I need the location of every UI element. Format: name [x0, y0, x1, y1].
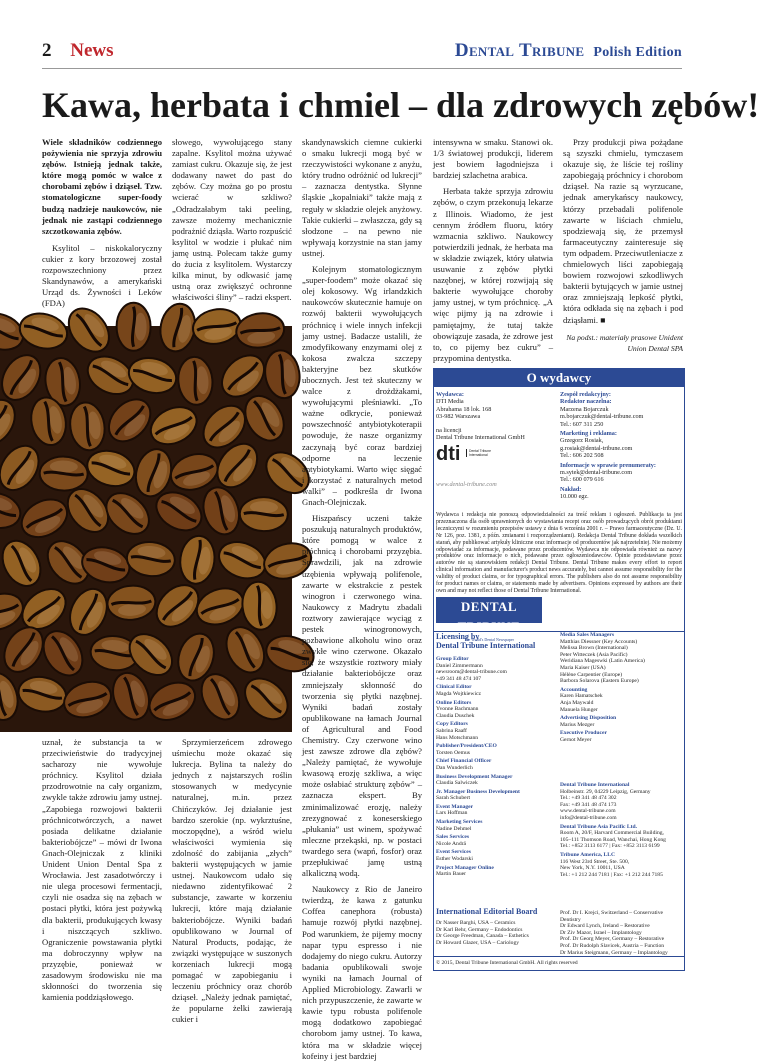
staff-entry — [436, 684, 554, 697]
column-2-bottom — [172, 737, 292, 1025]
staff-names: Claudia Salwiczek — [436, 780, 478, 787]
paragraph: Przy produkcji piwa pożądane są szyszki chmielu, tymczasem okazuje się, że liście tej rośliny zapobiegają próchnicy i chorobom dziąseł. Na razie są wyrzucane, jednak amerykańscy naukowcy, którzy przebadali polifenole zawarte w liściach chmielu, spodziewają się, że przemysł farmaceutyczny zainteresuje się tym odpadem. Przeciwutleniacze z chmielowych liści zapobiegają bowiem rozwojowi szkodliwych bakterii bytujących w jamie ustnej oraz zmniejszają lepkość płytki, która odkłada się na zębach i pod dziąsłami. ■ — [563, 137, 683, 325]
dti-logo-text: dti — [436, 443, 461, 465]
staff-names: Karen Hamatschek Anja Maywald Manuela Hunger — [560, 693, 603, 713]
offices-list — [560, 782, 682, 880]
staff-role: Project Manager Online — [436, 864, 494, 871]
dti-logo-subtext: Dental Tribune International — [466, 449, 497, 457]
staff-role: Event Services — [436, 849, 471, 856]
column-3 — [302, 137, 422, 1061]
editor-contact: Marzena Bojarczuk m.bojarczuk@dental-tribune.com Tel.: 607 311 250 — [560, 405, 644, 428]
paragraph: skandynawskich ciemne cukierki o smaku lukrecji mogą być w rzeczywistości wykonane z anyżu, który trudno odróżnić od lukrecji” – zaznacza dentystka. Słynne śląskie „kopalniaki” także mają z reguły w składzie olejek anyżowy. Takie cukierki – zwłaszcza, gdy są słodzone – na pewno nie wpływają korzystnie na stan jamy ustnej. — [302, 137, 422, 258]
dental-tribune-logo-text: DENTAL TRIBUNE — [457, 599, 521, 634]
staff-role: Group Editor — [436, 656, 469, 662]
paragraph: Kolejnym stomatologicznym „super-foodem” może okazać się olej kokosowy. Wg irlandzkich naukowców skutecznie hamuje on rozwój bakterii wywołujących próchnicę i wiele innych infekcji jamy ustnej. Badacze ustalili, że zmodyfikowany enzymami olej z kokosa zwalcza szczepy bakteryjne bez skutków ubocznych. Jest też skuteczny w walce z drożdżakami, wywołującymi pleśniawki. „To ważne odkrycie, ponieważ powszechność antybiotykoterapii powoduje, że nasze organizmy zaczynają być coraz bardziej odporne na leczenie antybiotykami. Warto więc sięgać i korzystać z naturalnych metod walki” – podkreśla dr Iwona Gnach-Olejniczak. — [302, 264, 422, 507]
staff-names: 116 West 23rd Street, Ste. 500, New York, N.Y. 10011, USA Tel.: +1 212 244 7181 | Fax: +1 212 244 7185 — [560, 858, 663, 878]
editorial-team-block — [560, 391, 680, 501]
staff-entry — [560, 730, 682, 743]
staff-names: Lars Hoffman — [436, 810, 468, 817]
staff-names: Sabrina Raaff Hans Motschmann — [436, 727, 479, 741]
staff-names: Sarah Schubert — [436, 795, 471, 802]
column-2-top — [172, 137, 292, 322]
editorial-board-title: International Editorial Board — [436, 907, 538, 916]
paragraph: Ksylitol – niskokaloryczny cukier z kory brzozowej został rozpowszechniony przez Skandynawów, a amerykański Urząd ds. Żywności i Leków (FDA) — [42, 242, 162, 309]
staff-names: Esther Wodarski — [436, 856, 473, 863]
staff-role: Advertising Disposition — [560, 715, 617, 722]
staff-names: Holbeinstr. 29, 04229 Leipzig, Germany Tel.: +49 341 48 474 302 Fax: +49 341 48 474 173 www.dental-tribune.com info@dental-tribune.com — [560, 788, 651, 821]
coffee-beans-image — [0, 326, 292, 732]
staff-role: Dental Tribune International — [560, 782, 630, 788]
staff-entry — [560, 715, 682, 728]
page-header-left — [42, 40, 114, 62]
licensing-heading: Licensing by Dental Tribune International — [436, 632, 536, 650]
paragraph: Herbata także sprzyja zdrowiu zębów, o czym przekonują lekarze z Illinois. Wiadomo, że jest cennym źródłem fluoru, który wzmacnia szkliwo. Naukowcy potwierdzili jednak, że herbata ma w składzie związek, który ułatwia usuwanie z zębów płytki nazębnej, w której rozwijają się bakterie wywołujące choroby jamy ustnej, w tym próchnicę. „A więc pijmy ją na zdrowie i pamiętajmy, że tutaj także obowiązuje zasada, że zdrowe jest to, co pijemy bez cukru” – przypomina dentystka. — [433, 186, 553, 363]
column-1-top — [42, 137, 162, 322]
staff-role: Executive Producer — [560, 730, 607, 737]
staff-entry — [436, 865, 554, 878]
staff-names: Dan Wunderlich — [436, 764, 473, 771]
staff-names: Matthias Diessner (Key Accounts) Melissa Brown (International) Peter Witteczek (Asia Pacific) Weridiana Mageswki (Latin America) Maria Kaiser (USA) Hélène Carpentier (Europe) Barbora Solarova (Eastern Europe) — [560, 638, 645, 685]
staff-names: Nicole Andrä — [436, 840, 466, 847]
staff-list-right — [560, 632, 682, 746]
staff-names: Yvonne Bachmann Claudia Duschek — [436, 706, 479, 719]
staff-entry — [560, 782, 682, 822]
staff-entry — [436, 758, 554, 771]
paragraph: uznał, że substancja ta w przeciwieństwie do tradycyjnej sacharozy nie wywołuje próchnicy. Ksylitol działa przodrowotnie na cały organizm, zwykle także zdrowiu jamy ustnej. „Zapobiega rozwojowi bakterii próchnicotwórczych, a nawet posiada delikatne działanie bakteriobójcze” – mówi dr Iwona Gnach-Olejniczak z kliniki Unident Union Dental Spa z Wrocławia. Jest zasadotwórczy i nie ulega procesowi fermentacji, czyli nie osadza się na zębach w postaci płytki, która jest pożywką dla bakterii, produkujących kwasy i niszczących szkliwo. Ograniczenie powstawania płytki ma dobroczynny wpływ na przyzębie, ponieważ w zasadowym środowisku nie ma skłonności do tworzenia się kamienia poddziąsłowego. — [42, 737, 162, 1003]
column-1-bottom — [42, 737, 162, 1003]
copyright: © 2015, Dental Tribune International GmbH. All rights reserved — [436, 960, 578, 966]
paragraph: słowego, wywołującego stany zapalne. Ksylitol można używać zamiast cukru. Okazuje się, że jest dodawany nawet do past do zębów. Czy można go po prostu wcierać w szkliwo? „Odradzałabym taki peeling, zawsze możemy mechanicznie podrażnić dziąsła. Warto rozpuścić ksylitol w wodzie i płukać nim jamę ustną. Polecam także gumy do żucia z ksylitolem. Wystarczy kilka minut, by odkwasić jamę ustną oraz zwiększyć ochronne właściwości śliny” – radzi ekspert. — [172, 137, 292, 303]
editorial-board-right: Prof. Dr I. Krejci, Switzerland – Conservative Dentistry Dr Edward Lynch, Ireland – Restorative Dr Ziv Mazor, Israel – Implantology Prof. Dr Georg Meyer, Germany – Restorative Prof. Dr Rudolph Slavicek, Austria – Function Dr Marius Steigmann, Germany – Implantology — [560, 910, 668, 956]
staff-entry — [436, 721, 554, 741]
staff-role: Accounting — [560, 686, 588, 693]
staff-role: Event Manager — [436, 803, 474, 810]
paragraph: Naukowcy z Rio de Janeiro twierdzą, że kawa z gatunku Coffea canephora (robusta) hamuje rozwój płytki nazębnej. Pod warunkiem, że pijemy mocny napar typu espresso i nie dodajemy do niego cukru. Autorzy badania opublikowali swoje wyniki na łamach Journal of Applied Microbiology. Zawarli w nich przypuszczenie, że zawarte w kawie typu robusta polifenole mogą dodatkowo zapobiegać chorobom jamy ustnej. To kawa, która ma w składzie więcej kofeiny i jest bardziej — [302, 884, 422, 1061]
staff-role: Marketing Services — [436, 819, 483, 826]
masthead-brand: Dental Tribune — [454, 40, 585, 61]
staff-entry — [436, 819, 554, 832]
publisher-address: DTI Media Abrahama 18 lok. 168 03-982 Warszawa — [436, 398, 492, 421]
staff-entry — [436, 789, 554, 802]
staff-entry — [436, 700, 554, 720]
staff-names: Magda Wojtkiewicz — [436, 690, 481, 697]
print-run-label: Nakład: — [560, 485, 582, 493]
staff-list-left — [436, 656, 554, 880]
staff-role: Chief Financial Officer — [436, 758, 492, 765]
column-5 — [563, 137, 683, 362]
staff-names: Torsten Oemus — [436, 749, 470, 756]
staff-entry — [436, 834, 554, 847]
column-4 — [433, 137, 553, 362]
staff-role: Tribune America, LLC — [560, 851, 616, 858]
coffee-beans-photo — [0, 326, 292, 732]
staff-entry — [560, 632, 682, 685]
print-run-value: 10.000 egz. — [560, 493, 589, 501]
coffee-bean — [116, 303, 150, 351]
website-link[interactable]: www.dental-tribune.com — [436, 481, 497, 488]
coffee-bean — [239, 497, 288, 532]
staff-role: Media Sales Managers — [560, 632, 615, 638]
header-rule — [42, 68, 682, 69]
publisher-label: Wydawca: — [436, 391, 464, 398]
staff-role: Sales Services — [436, 834, 470, 841]
legal-disclaimer: Wydawca i redakcja nie ponoszą odpowiedzialności za treść reklam i ogłoszeń. Publikacja ta jest przeznaczona dla osób uprawnionych do wystawiania recept oraz osób prowadzących obrót produktami leczniczymi w rozumieniu przepisów ustawy z dnia 6 września 2001 r. – Prawo farmaceutyczne (Dz. U. Nr 126, poz. 1381, z późn. zmianami i rozporządzeniami). Redakcja Dental Tribune dokłada wszelkich starań, aby publikować artykuły kliniczne oraz informacje od producentów jak najrzetelniej. Nie możemy odpowiadać za informacje, podawane przez producentów. Wydawca nie odpowiada również za nazwy produktów oraz informacje o nich, podawane przez ogłoszeniodawców. Opinie przedstawiane przez autorów nie są stanowiskiem redakcji Dental Tribune. Dental Tribune makes every effort to report clinical information and manufacturer's product news accurately, but cannot assume responsibility for the validity of product claims, or for typographical errors. The publishers also do not assume responsibility for product names or claims, or statements made by advertisers. Opinions expressed by authors are their own and may not reflect those of Dental Tribune International. — [436, 512, 682, 594]
staff-entry — [560, 687, 682, 713]
masthead-edition: Polish Edition — [593, 45, 682, 60]
staff-role: Copy Editors — [436, 721, 468, 728]
staff-names: Nadine Dehmel — [436, 825, 472, 832]
staff-names: Marius Mezger — [560, 721, 595, 728]
staff-role: Clinical Editor — [436, 684, 472, 691]
article-source: Na podst.: materiały prasowe Unident Union Dental SPA — [566, 332, 683, 353]
marketing-label: Marketing i reklama: — [560, 430, 617, 438]
section-name: News — [70, 40, 114, 61]
imprint-title: O wydawcy — [434, 369, 684, 387]
staff-entry — [436, 774, 554, 787]
staff-box — [433, 630, 685, 971]
staff-role: Dental Tribune Asia Pacific Ltd. — [560, 823, 638, 830]
staff-entry — [560, 852, 682, 878]
divider — [434, 956, 684, 957]
marketing-contact: Grzegorz Rosiak, g.rosiak@dental-tribune.com Tel.: 606 202 508 — [560, 437, 633, 460]
article-lead: Wiele składników codziennego pożywienia nie sprzyja zdrowiu zębów. Istnieją jednak także, które mogą pomóc w walce z chorobami zębów i dziąseł. Tzw. stomatologiczne super-foody budzą nadzieje naukowców, nie jednak nie zastąpi codziennego szczotkowania zębów. — [42, 137, 162, 236]
paragraph: intensywna w smaku. Stanowi ok. 1/3 światowej produkcji, liderem jest bowiem łagodniejsza i bardziej szlachetna arabica. — [433, 137, 553, 181]
page-number: 2 — [42, 40, 52, 61]
team-label: Zespół redakcyjny: — [560, 391, 611, 398]
staff-entry — [436, 743, 554, 756]
paragraph: Sprzymierzeńcem zdrowego uśmiechu może okazać się lukrecja. Bylina ta należy do jednych z najstarszych roślin stosowanych w medycynie naturalnej, m.in. przez Chińczyków. Jej działanie jest bardzo szerokie (np. wykrztuśne, moczopędne), a wśród wielu właściwości wymienia się zdolność do zabijania „złych” bakterii występujących w jamie ustnej. Naukowcom udało się niedawno zidentyfikować 2 substancje, zawarte w korzeniu lukrecji, które mają działanie bakteriobójcze. Wyniki badań opublikowano w Journal of Natural Products, podając, że związki występujące w suszonych korzeniach lukrecji mogą pomagać w zapobieganiu i leczeniu próchnicy oraz chorób dziąseł. „Należy jednak pamiętać, że popularne żelki zawierają cukier i — [172, 737, 292, 1025]
masthead — [455, 40, 682, 62]
staff-role: Publisher/President/CEO — [436, 743, 497, 750]
staff-role: Business Development Manager — [436, 773, 513, 780]
publisher-block — [436, 391, 554, 441]
article-headline: Kawa, herbata i chmiel – dla zdrowych zębów! — [42, 85, 759, 125]
license-text: na licencji Dental Tribune International GmbH — [436, 426, 525, 442]
editorial-board-left: Dr Nasser Barghi, USA – Ceramics Dr Karl Behr, Germany – Endodontics Dr George Freedman, Canada – Esthetics Dr Howard Glazer, USA – Cariology — [436, 920, 529, 946]
staff-role: Jr. Manager Business Development — [436, 788, 520, 795]
dental-tribune-logo-tagline: The World's Dental Newspaper — [439, 637, 539, 642]
coffee-bean — [39, 456, 88, 491]
staff-entry — [436, 804, 554, 817]
staff-entry — [436, 849, 554, 862]
staff-entry — [436, 656, 554, 682]
staff-role: Online Editors — [436, 699, 472, 706]
staff-names: Martin Bauer — [436, 871, 466, 878]
subscription-label: Informacje w sprawie prenumeraty: — [560, 461, 656, 469]
dti-logo — [436, 443, 496, 469]
subscription-contact: m.sytek@dental-tribune.com Tel.: 600 079 616 — [560, 469, 633, 484]
staff-names: Room A, 20/F, Harvard Commercial Building, 105–111 Thomson Road, Wanchai, Hong Kong Tel.: +852 3113 6177 | Fax: +852 3113 6199 — [560, 830, 666, 850]
staff-names: Gernot Meyer — [560, 736, 592, 743]
staff-names: Daniel Zimmermann newsroom@dental-tribune.com +49 341 48 474 107 — [436, 662, 507, 682]
editor-label: Redaktor naczelna: — [560, 398, 612, 406]
paragraph: Hiszpańscy uczeni także poszukują naturalnych produktów, które pomogą w walce z próchnicą i chorobami przyzębia. Sprawdzili, jak na zdrowie uzębienia wpływają polifenole, zawarte w ekstrakcie z pestek winogron i czerwonego wina. Naukowcy z Madrytu zbadali roztwory zawierające wyciąg z pestek winogronowych, pozbawione alkoholu wino oraz zwykłe wino czerwone. Okazało się, że wszystkie roztwory miały działanie bakteriobójcze oraz zmniejszały skłonność do tworzenia się płytki nazębnej. Wyniki badań zostały opublikowane na łamach Journal of Agricultural and Food Chemistry. Czy czerwone wino jest zawsze zdrowe dla zębów? „Należy pamiętać, że wywołuje kwasową erozję szkliwa, a więc może osłabiać strukturę zębów” – zaznacza ekspert. By zminimalizować erozję, należy zrezygnować z koneserskiego „płukania” ust winem, spożywać mleczne przekąski, np. w postaci twardego sera (wapń, fosfor) oraz przepłukiwać jamę ustną alkaliczną wodą. — [302, 513, 422, 879]
staff-entry — [560, 824, 682, 850]
